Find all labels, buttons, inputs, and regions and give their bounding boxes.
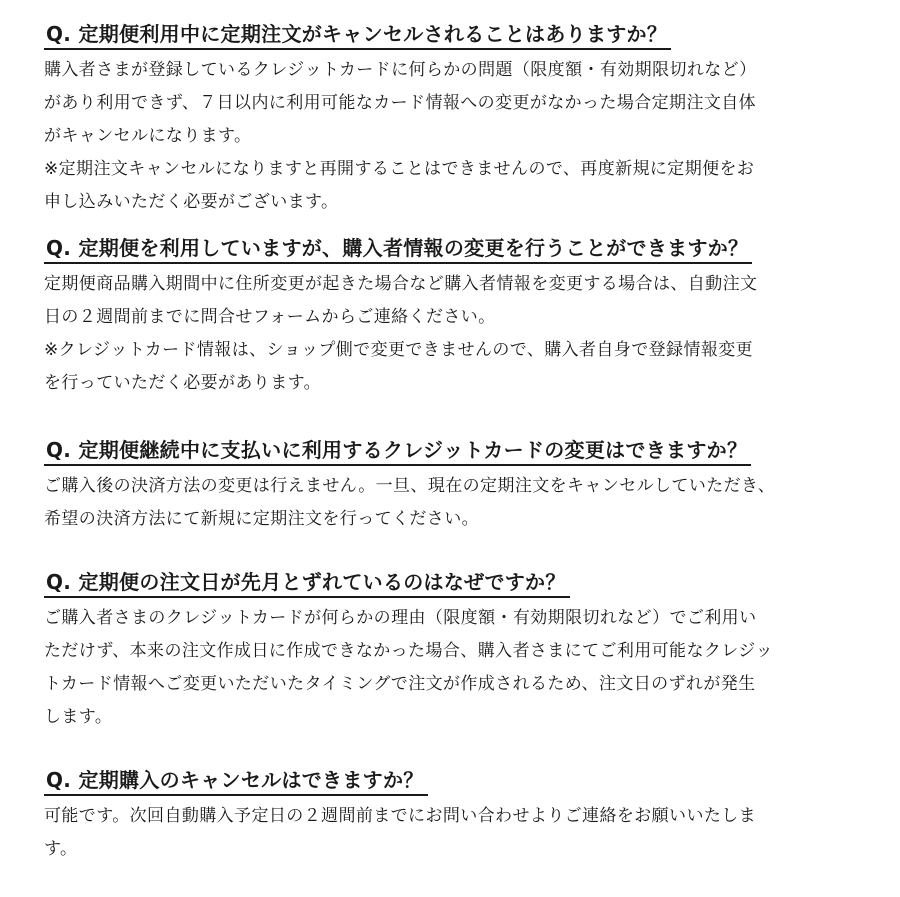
answer-line: します。 [44,707,113,727]
answer-line: 申し込みいただく必要がございます。 [44,192,339,212]
answer-line: ご購入後の決済方法の変更は行えません。一旦、現在の定期注文をキャンセルしていただき、 [44,476,776,496]
faq-question: Q. 定期便を利用していますが、購入者情報の変更を行うことができますか？ [44,234,752,264]
answer-line: 希望の決済方法にて新規に定期注文を行ってください。 [44,509,479,529]
answer-line: があり利用できず、７日以内に利用可能なカード情報への変更がなかった場合定期注文自体 [44,93,757,113]
faq-question: Q. 定期購入のキャンセルはできますか？ [44,766,428,796]
faq-answer [44,470,864,536]
answer-line: トカード情報へご変更いただいたタイミングで注文が作成されるため、注文日のずれが発生 [44,674,756,694]
faq-question: Q. 定期便の注文日が先月とずれているのはなぜですか？ [44,568,570,598]
faq-item [44,20,864,219]
faq-item [44,234,864,400]
answer-line: ※クレジットカード情報は、ショップ側で変更できませんので、購入者自身で登録情報変更 [44,340,754,360]
faq-answer [44,54,864,219]
answer-line: を行っていただく必要があります。 [44,373,322,393]
faq-answer [44,800,864,866]
faq-answer [44,602,864,734]
answer-line: 購入者さまが登録しているクレジットカードに何らかの問題（限度額・有効期限切れなど） [44,60,757,80]
answer-line: 定期便商品購入期間中に住所変更が起きた場合など購入者情報を変更する場合は、自動注文 [44,274,758,294]
faq-item [44,568,864,734]
answer-line: す。 [44,839,78,859]
faq-question: Q. 定期便継続中に支払いに利用するクレジットカードの変更はできますか？ [44,436,751,466]
faq-answer [44,268,864,400]
answer-line: ただけず、本来の注文作成日に作成できなかった場合、購入者さまにてご利用可能なクレジッ [44,641,774,661]
faq-question: Q. 定期便利用中に定期注文がキャンセルされることはありますか？ [44,20,671,50]
answer-line: がキャンセルになります。 [44,126,252,146]
faq-item [44,766,864,866]
faq-item [44,436,864,536]
answer-line: 日の２週間前までに問合せフォームからご連絡ください。 [44,307,496,327]
answer-line: 可能です。次回自動購入予定日の２週間前までにお問い合わせよりご連絡をお願いいたしま [44,806,757,826]
answer-line: ※定期注文キャンセルになりますと再開することはできませんので、再度新規に定期便をお [44,159,755,179]
answer-line: ご購入者さまのクレジットカードが何らかの理由（限度額・有効期限切れなど）でご利用い [44,608,757,628]
